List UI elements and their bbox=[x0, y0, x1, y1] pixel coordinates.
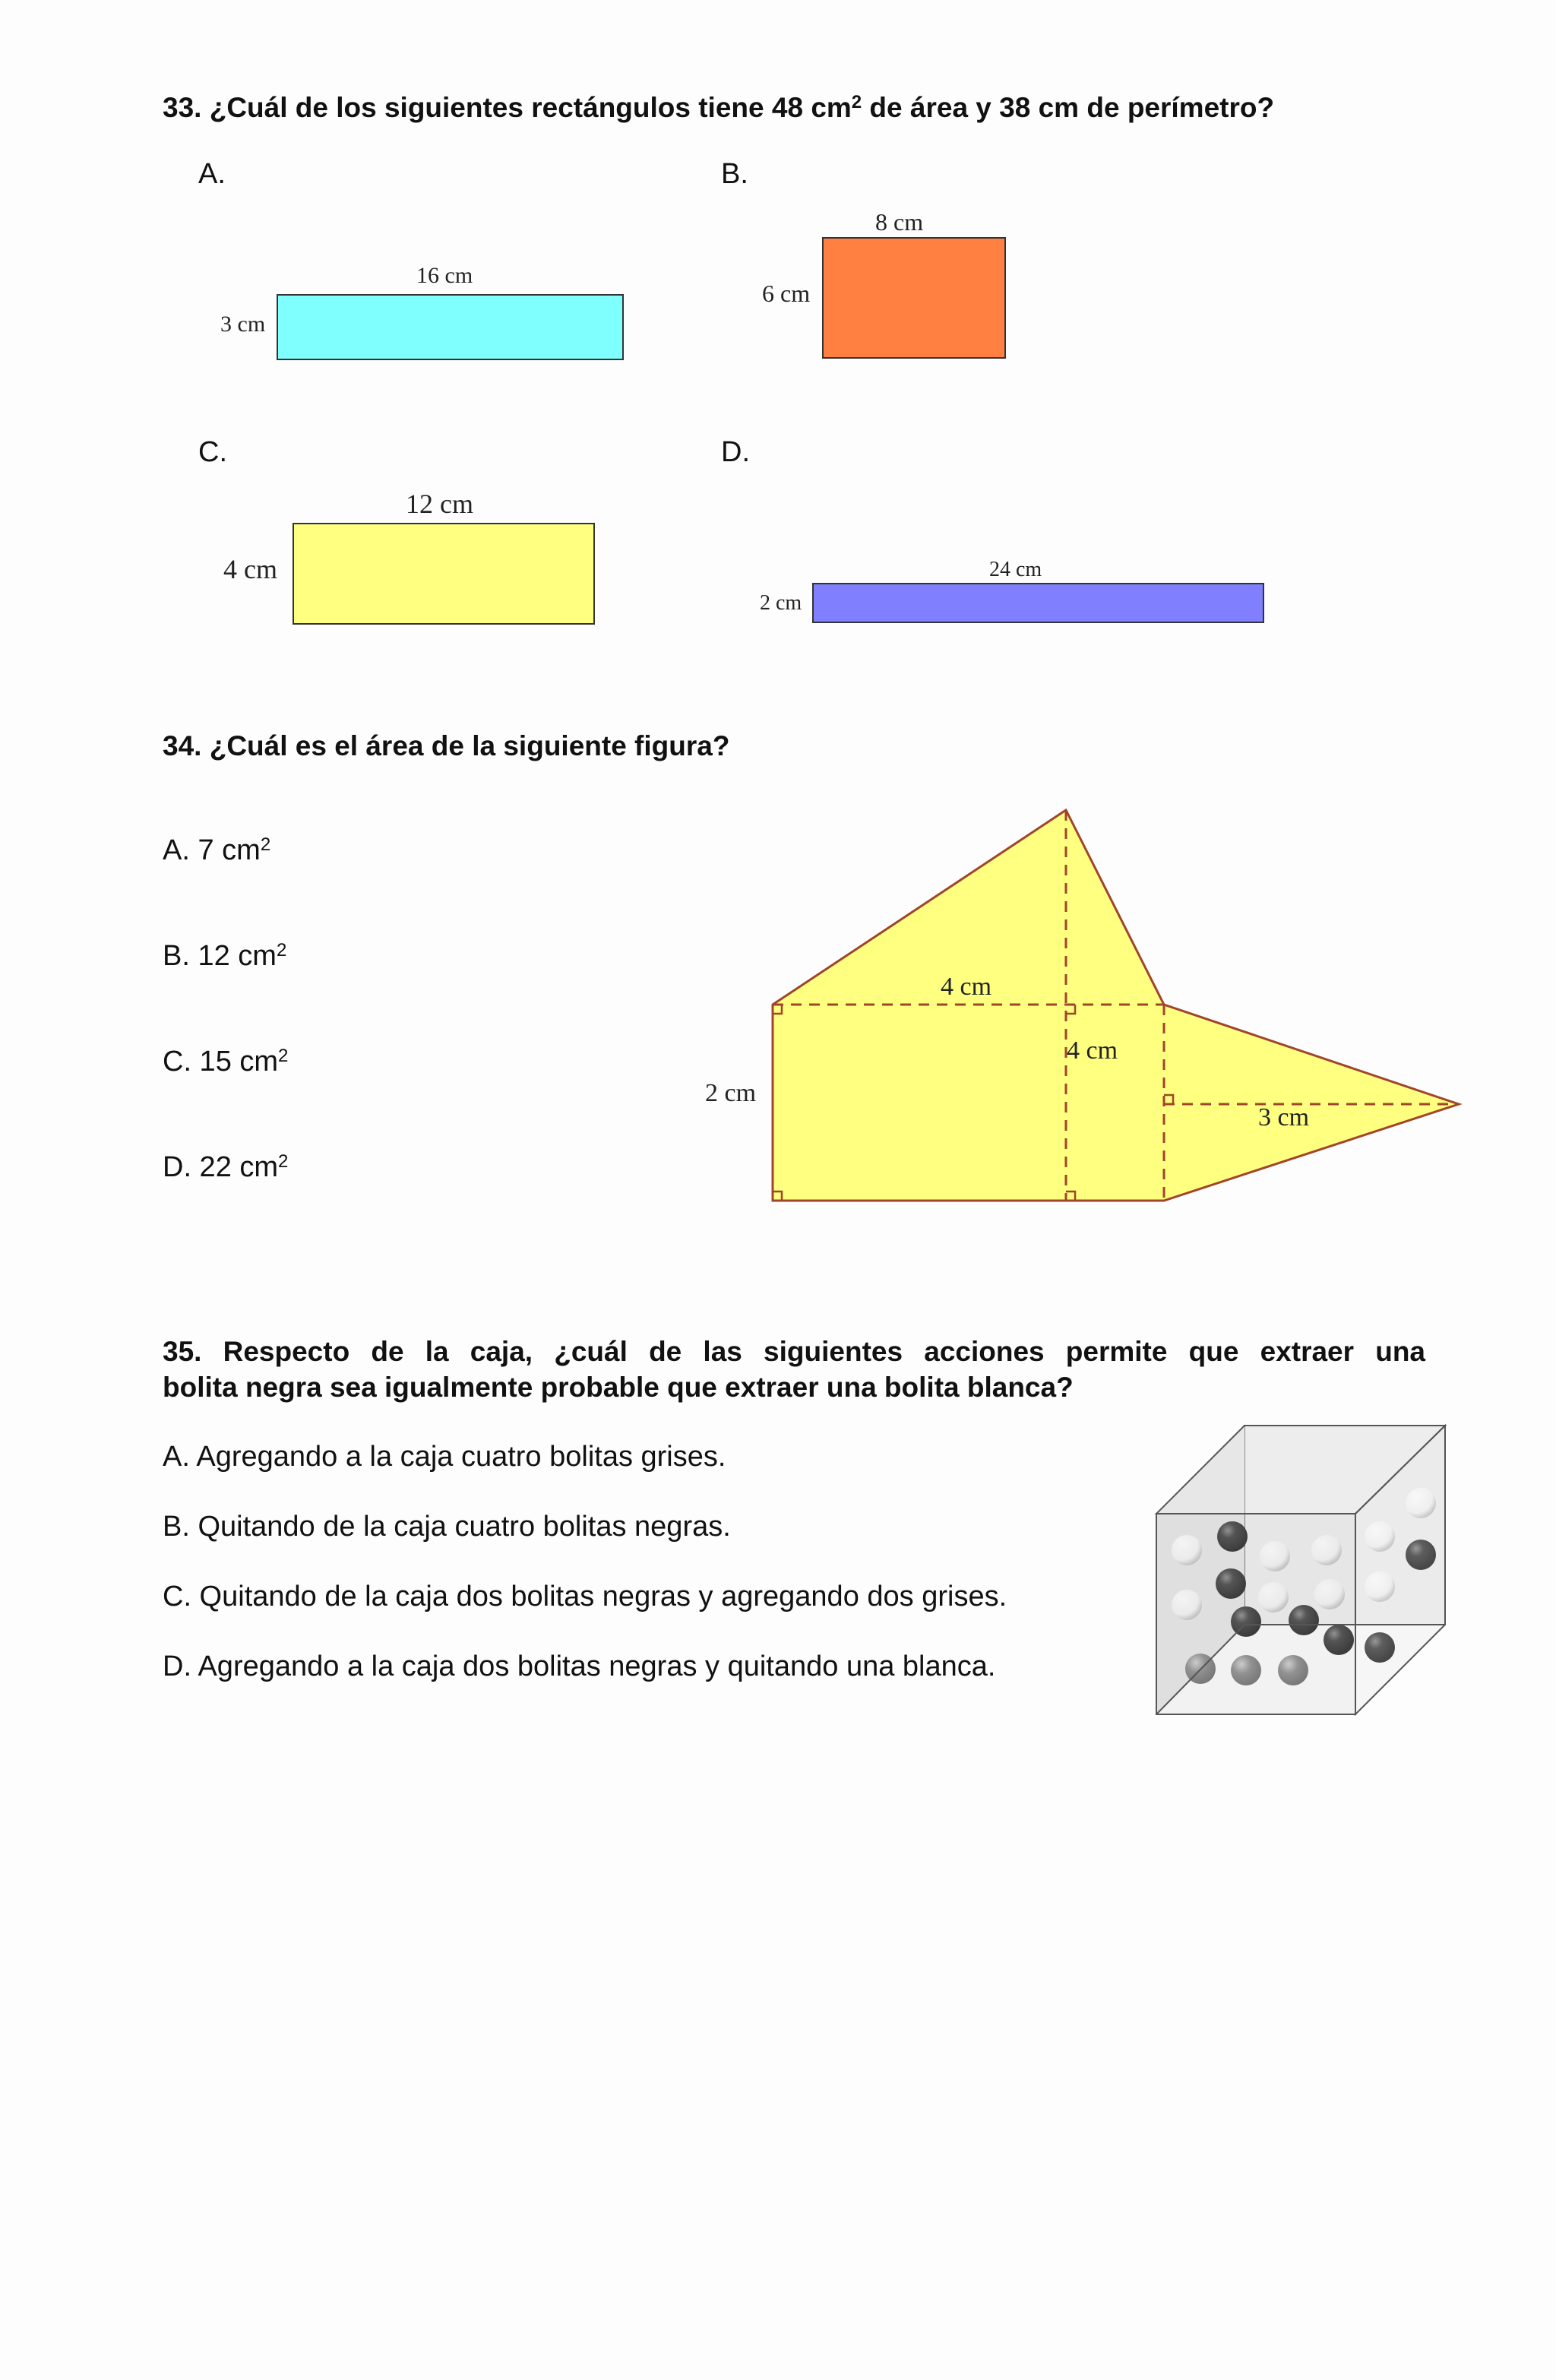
q34-option-b[interactable]: B. 12 $cm^2$ bbox=[163, 940, 287, 972]
q33-option-c-height-label: 4 cm bbox=[223, 554, 277, 584]
q33-option-c-width-label: 12 cm bbox=[406, 489, 473, 519]
q35-title-line2: bolita negra sea igualmente probable que extraer una bolita blanca? bbox=[163, 1372, 1074, 1403]
q33-option-a-height-label: 3 cm bbox=[220, 312, 266, 337]
q34-option-d[interactable]: D. 22 $cm^2$ bbox=[163, 1151, 289, 1183]
q35-option-d[interactable]: D. Agregando a la caja dos bolitas negras y quitando una blanca. bbox=[163, 1650, 996, 1682]
q33-option-b-height-label: 6 cm bbox=[762, 280, 811, 307]
figure-outline bbox=[773, 810, 1459, 1201]
q35-option-a[interactable]: A. Agregando a la caja cuatro bolitas grises. bbox=[163, 1441, 726, 1473]
figure-label-side: 2 cm bbox=[705, 1079, 757, 1107]
q35-option-b[interactable]: B. Quitando de la caja cuatro bolitas negras. bbox=[163, 1511, 731, 1543]
marble-box-illustration bbox=[1147, 1415, 1459, 1719]
q33-option-d-letter[interactable]: D. bbox=[721, 436, 750, 468]
q34-option-c[interactable]: C. 15 $cm^2$ bbox=[163, 1046, 289, 1078]
q33-option-a-width-label: 16 cm bbox=[416, 263, 473, 288]
q33-option-c-letter[interactable]: C. bbox=[198, 436, 227, 468]
q35-title-line1: 35. Respecto de la caja, ¿cuál de las siguientes acciones permite que extraer una bbox=[163, 1336, 1425, 1367]
q33-option-b-letter[interactable]: B. bbox=[721, 158, 748, 190]
q33-title: 33. ¿Cuál de los siguientes rectángulos tiene 48 $cm^2$ de área y 38 cm de perímetro? bbox=[163, 92, 1275, 123]
q33-option-a-letter[interactable]: A. bbox=[198, 158, 226, 190]
q33-option-b-width-label: 8 cm bbox=[875, 208, 924, 236]
q35-option-c[interactable]: C. Quitando de la caja dos bolitas negras y agregando dos grises. bbox=[163, 1581, 1007, 1613]
figure-label-top-width: 4 cm bbox=[941, 973, 992, 1001]
q34-option-a[interactable]: A. 7 $cm^2$ bbox=[163, 834, 271, 866]
q33-option-d-width-label: 24 cm bbox=[989, 558, 1042, 581]
q34-title: 34. ¿Cuál es el área de la siguiente figura? bbox=[163, 730, 730, 761]
figure-label-height: 4 cm bbox=[1067, 1037, 1118, 1065]
figure-label-triangle-height: 3 cm bbox=[1258, 1103, 1310, 1131]
q33-option-d-height-label: 2 cm bbox=[760, 591, 802, 615]
